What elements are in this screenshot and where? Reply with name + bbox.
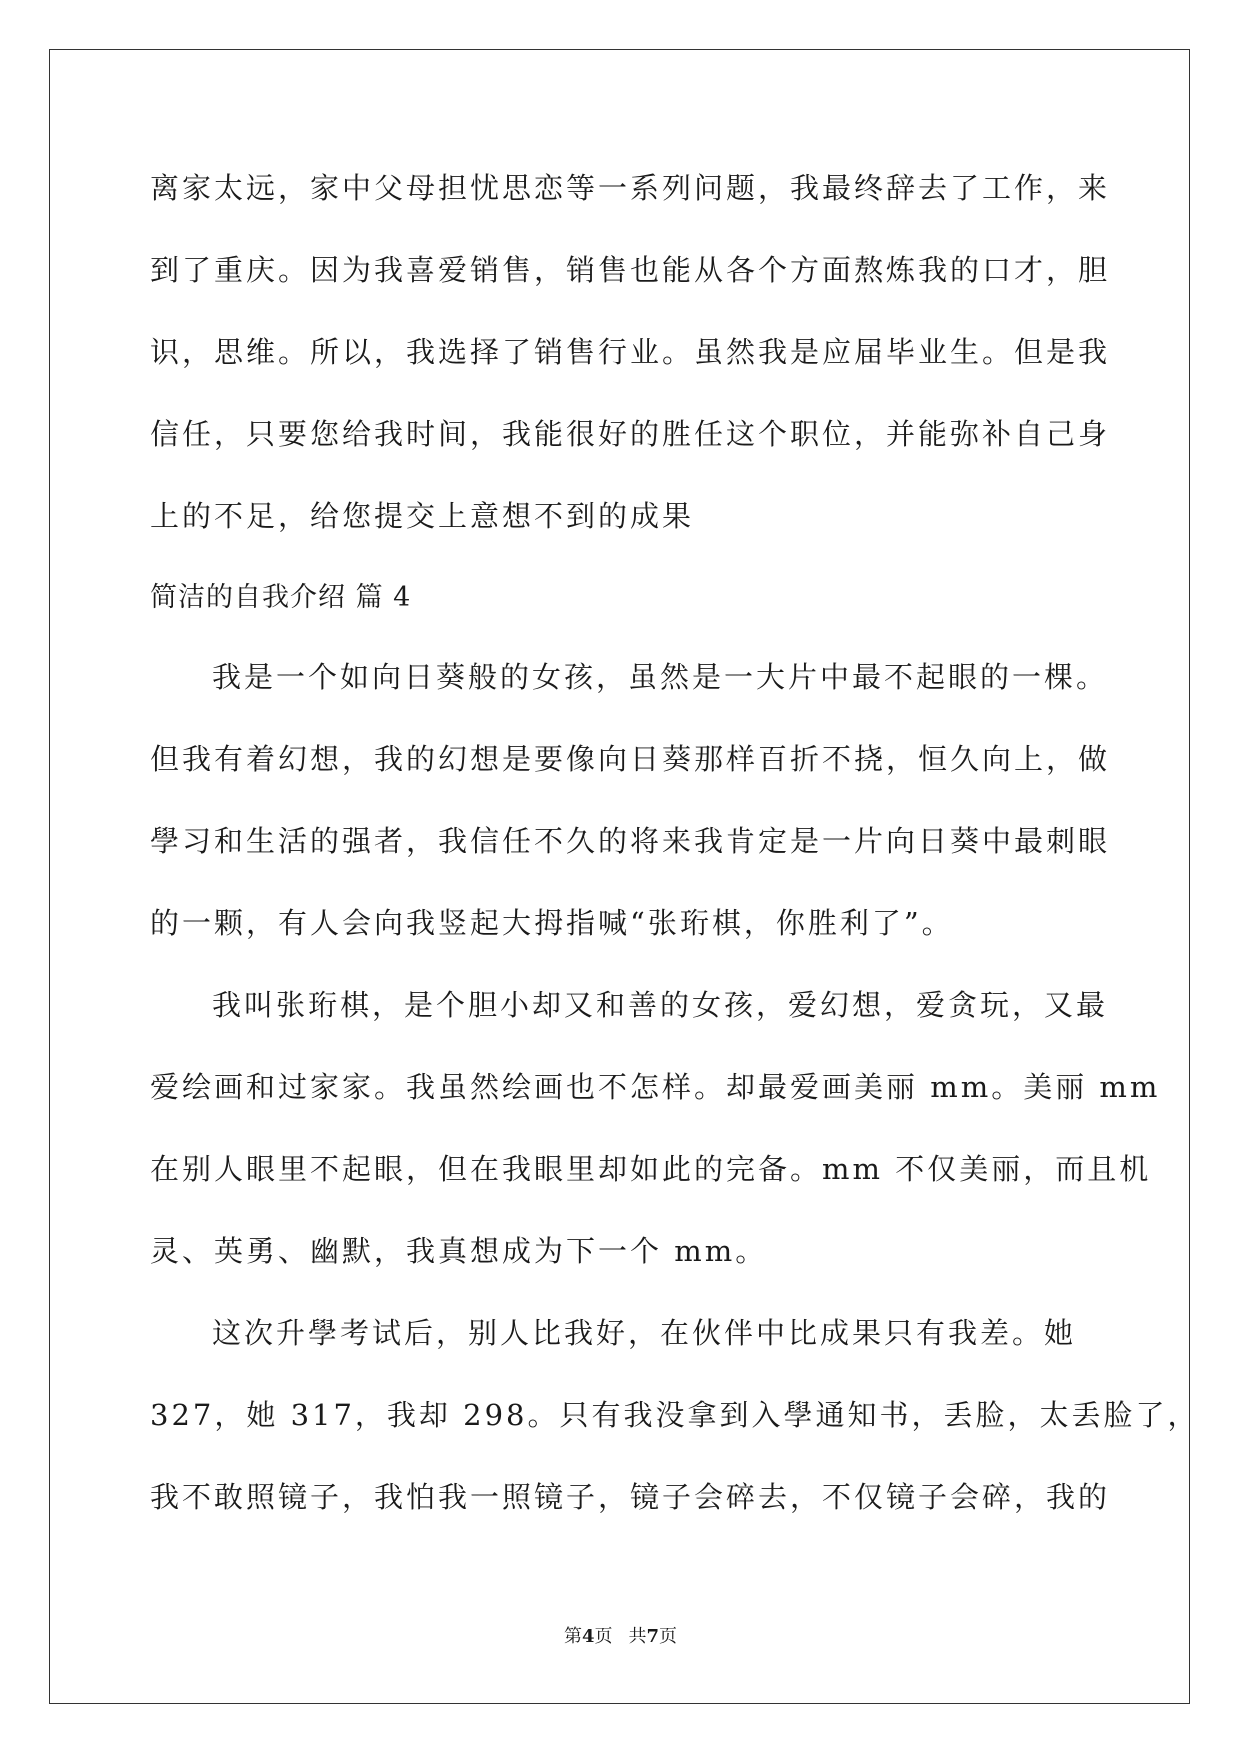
paragraph-line: 我叫张珩棋，是个胆小却又和善的女孩，爱幻想，爱贪玩，又最: [212, 988, 1109, 1022]
paragraph-line: 到了重庆。因为我喜爱销售，销售也能从各个方面熬炼我的口才，胆: [150, 253, 1111, 287]
paragraph-line: 离家太远，家中父母担忧思恋等一系列问题，我最终辞去了工作，来: [150, 171, 1111, 205]
total-pages: 7: [646, 1626, 660, 1647]
paragraph-line: 信任，只要您给我时间，我能很好的胜任这个职位，并能弥补自己身: [150, 417, 1111, 451]
section-heading: 简洁的自我介绍 篇 4: [150, 582, 412, 613]
page-footer: [0, 1625, 1241, 1649]
paragraph-line: 这次升學考试后，别人比我好，在伙伴中比成果只有我差。她: [212, 1316, 1077, 1350]
paragraph-line: 爱绘画和过家家。我虽然绘画也不怎样。却最爱画美丽 mm。美丽 mm: [150, 1070, 1161, 1104]
page-number: 4: [581, 1626, 595, 1647]
paragraph-line: 灵、英勇、幽默，我真想成为下一个 mm。: [150, 1234, 768, 1268]
paragraph-line: 在别人眼里不起眼，但在我眼里却如此的完备。mm 不仅美丽，而且机: [150, 1152, 1152, 1186]
paragraph-line: 但我有着幻想，我的幻想是要像向日葵那样百折不挠，恒久向上，做: [150, 742, 1111, 776]
page-label-suffix: 页: [594, 1626, 613, 1647]
paragraph-line: 的一颗，有人会向我竖起大拇指喊“张珩棋，你胜利了”。: [150, 906, 954, 940]
total-label-prefix: 共: [628, 1626, 647, 1647]
paragraph-line: 我是一个如向日葵般的女孩，虽然是一大片中最不起眼的一棵。: [212, 660, 1109, 694]
total-label-suffix: 页: [659, 1626, 678, 1647]
paragraph-line: 识，思维。所以，我选择了销售行业。虽然我是应届毕业生。但是我: [150, 335, 1111, 369]
page-label-prefix: 第: [563, 1626, 582, 1647]
page-border: [49, 49, 1190, 1704]
paragraph-line: 學习和生活的强者，我信任不久的将来我肯定是一片向日葵中最刺眼: [150, 824, 1111, 858]
paragraph-line: 上的不足，给您提交上意想不到的成果: [150, 499, 695, 533]
paragraph-line: 327，她 317，我却 298。只有我没拿到入學通知书，丢脸，太丢脸了，: [150, 1398, 1200, 1432]
paragraph-line: 我不敢照镜子，我怕我一照镜子，镜子会碎去，不仅镜子会碎，我的: [150, 1480, 1111, 1514]
